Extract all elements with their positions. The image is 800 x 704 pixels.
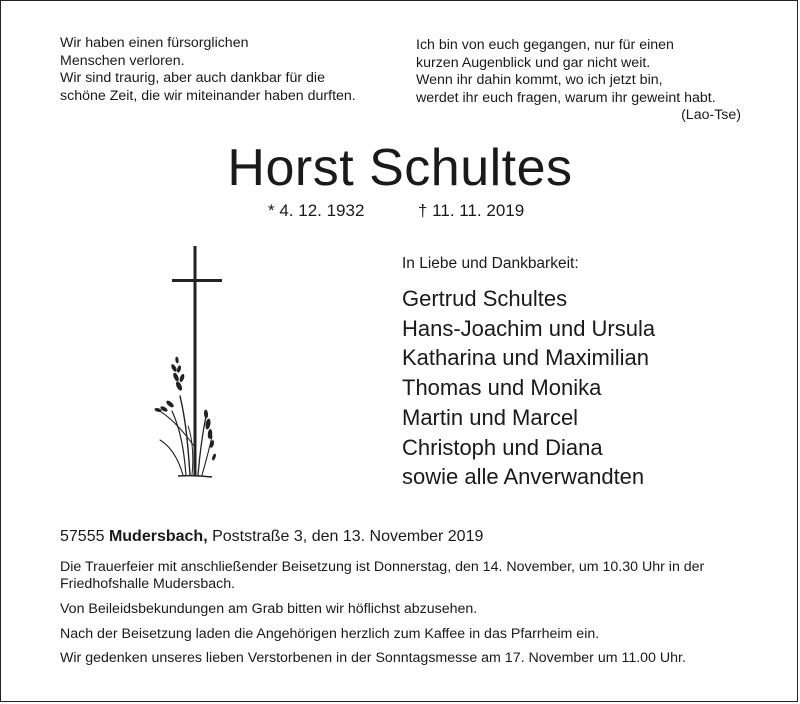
note-condolences: Von Beileidsbekundungen am Grab bitten wir höflichst abzusehen. xyxy=(60,601,478,617)
family-intro: In Liebe und Dankbarkeit: xyxy=(402,255,579,272)
family-member: sowie alle Anverwandten xyxy=(402,464,645,490)
quote-right-line: Wenn ihr dahin kommt, wo ich jetzt bin, xyxy=(416,72,663,88)
family-member: Martin und Marcel xyxy=(402,404,579,430)
family-member: Hans-Joachim und Ursula xyxy=(402,315,656,341)
quote-right xyxy=(416,37,756,125)
notes xyxy=(60,559,750,675)
address-zip: 57555 xyxy=(60,528,105,545)
quote-right-line: Ich bin von euch gegangen, nur für einen xyxy=(416,37,674,53)
quote-right-line: werdet ihr euch fragen, warum ihr geweint habt. xyxy=(416,89,716,106)
quote-source: (Lao-Tse) xyxy=(681,107,741,123)
birth-date: * 4. 12. 1932 xyxy=(268,201,365,220)
quote-left-line: Wir haben einen fürsorglichen xyxy=(60,35,249,51)
death-date: † 11. 11. 2019 xyxy=(418,201,525,220)
address-line xyxy=(60,527,483,547)
note-mass: Wir gedenken unseres lieben Verstorbenen in der Sonntagsmesse am 17. November um 11.00 Uhr. xyxy=(60,650,686,666)
family-member: Christoph und Diana xyxy=(402,434,603,460)
family-member: Katharina und Maximilian xyxy=(402,345,650,371)
address-city: Mudersbach, xyxy=(108,528,208,545)
deceased-name: Horst Schultes xyxy=(227,139,573,197)
family-list xyxy=(402,284,655,492)
family-member: Thomas und Monika xyxy=(402,375,602,401)
quote-left-line: schöne Zeit, die wir miteinander haben durften. xyxy=(60,87,356,104)
quote-left xyxy=(60,35,400,105)
address-rest: Poststraße 3, den 13. November 2019 xyxy=(212,528,484,545)
cross-with-wheat-icon xyxy=(148,246,238,482)
family-member: Gertrud Schultes xyxy=(402,286,568,311)
note-funeral: Die Trauerfeier mit anschließender Beisetzung ist Donnerstag, den 14. November, um 10.30 Uhr in der Friedhofshalle Mudersbach. xyxy=(60,559,705,592)
note-coffee: Nach der Beisetzung laden die Angehörigen herzlich zum Kaffee in das Pfarrheim ein. xyxy=(60,625,600,642)
quote-right-line: kurzen Augenblick und gar nicht weit. xyxy=(416,54,651,71)
quote-left-line: Menschen verloren. xyxy=(60,52,185,69)
quote-left-line: Wir sind traurig, aber auch dankbar für die xyxy=(60,70,325,86)
